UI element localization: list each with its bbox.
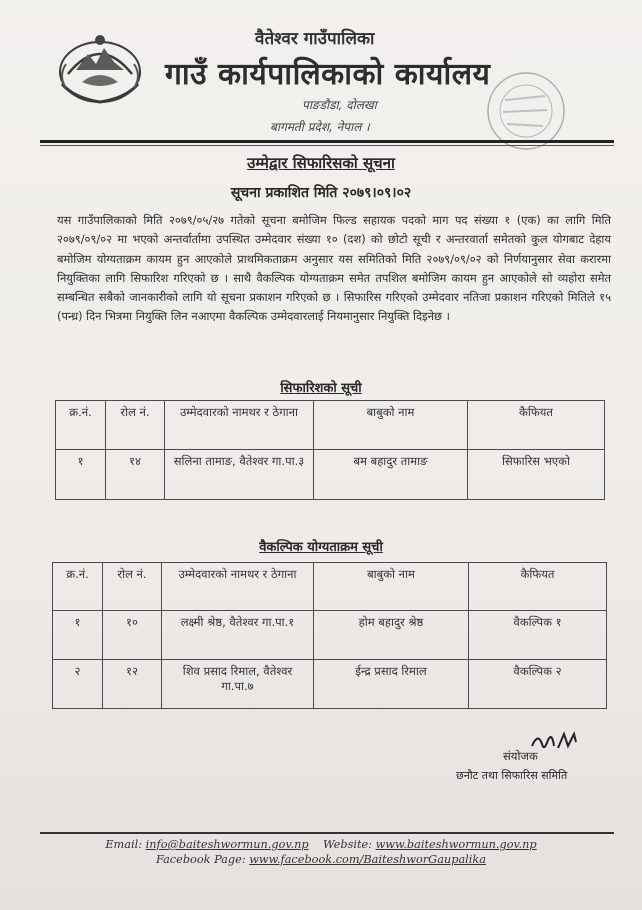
alternate-table <box>52 562 607 709</box>
col-header-remarks: कैफियत <box>468 401 605 450</box>
cell-name: सलिना तामाङ, वैतेश्वर गा.पा.३ <box>165 450 314 500</box>
table-header-row <box>53 563 607 611</box>
notice-title: उम्मेद्वार सिफारिसको सूचना <box>247 154 395 172</box>
col-header-sn: क्र.नं. <box>56 401 106 450</box>
col-header-name: उम्मेदवारको नामथर र ठेगाना <box>162 563 314 611</box>
cell-roll: १२ <box>103 660 162 709</box>
header-divider <box>40 140 614 143</box>
notice-body: यस गाउँपालिकाको मिति २०७९/०५/२७ गतेको सूचना बमोजिम फिल्ड सहायक पदको माग पद संख्या १ (एक) का लागि मिति २०७९/०९/०२ मा भएको अन्तर्वार्तामा उपस्थित उम्मेदवार संख्या १० (दश) को छोटो सूची र अन्तरवार्ता समेतको कुल योगबाट देहाय बमोजिम योग्यताक्रम कायम हुन आएकोले प्राथमिकताक्रम अनुसार यस समितिको मिति २०७९/०९/०२ को निर्णयानुसार सेवा करारमा नियुक्तिका लागि सिफारिश गरिएको छ । साथै वैकल्पिक योग्यताक्रम समेत तपशिल बमोजिम कायम हुन आएकोले सो व्यहोरा समेत सम्बन्धित सबैको जानकारीको लागि यो सूचना प्रकाशन गरिएको छ । सिफारिस गरिएको उम्मेदवार नतिजा प्रकाशन गरिएको मितिले १५ (पन्ध्र) दिन भित्रमा नियुक्ति लिन नआएमा वैकल्पिक उम्मेदवारलाई नियमानुसार नियुक्ति दिइनेछ । <box>57 213 611 324</box>
cell-name: लक्ष्मी श्रेष्ठ, वैतेश्वर गा.पा.१ <box>162 611 314 660</box>
footer-divider <box>40 832 614 834</box>
office-address-line2: बागमती प्रदेश, नेपाल । <box>270 120 370 134</box>
signatory-committee: छनौट तथा सिफारिस समिति <box>456 769 568 782</box>
footer-facebook-line <box>0 853 642 866</box>
table-row <box>56 450 605 500</box>
table-row <box>53 611 607 660</box>
col-header-father: बाबुको नाम <box>314 563 469 611</box>
cell-remarks: वैकल्पिक १ <box>469 611 607 660</box>
website-label: Website: <box>322 838 373 851</box>
col-header-roll: रोल नं. <box>106 401 165 450</box>
cell-sn: १ <box>56 450 106 500</box>
notice-published-date: सूचना प्रकाशित मिति २०७९।०९।०२ <box>230 185 412 201</box>
cell-sn: १ <box>53 611 103 660</box>
nepal-emblem-logo <box>54 24 146 108</box>
col-header-remarks: कैफियत <box>469 563 607 611</box>
cell-remarks: सिफारिस भएको <box>468 450 605 500</box>
facebook-label: Facebook Page: <box>156 853 246 866</box>
cell-father: बम बहादुर तामाङ <box>314 450 468 500</box>
facebook-link[interactable]: www.facebook.com/BaiteshworGaupalika <box>249 853 486 866</box>
cell-father: होम बहादुर श्रेष्ठ <box>314 611 469 660</box>
website-link[interactable]: www.baiteshwormun.gov.np <box>375 838 537 851</box>
table-row <box>53 660 607 709</box>
col-header-roll: रोल नं. <box>103 563 162 611</box>
cell-sn: २ <box>53 660 103 709</box>
recommended-table <box>55 400 605 500</box>
col-header-name: उम्मेदवारको नामथर र ठेगाना <box>165 401 314 450</box>
cell-father: ईन्द्र प्रसाद रिमाल <box>314 660 469 709</box>
email-label: Email: <box>105 838 143 851</box>
office-name-main: गाउँ कार्यपालिकाको कार्यालय <box>165 57 491 92</box>
cell-roll: १० <box>103 611 162 660</box>
cell-roll: १४ <box>106 450 165 500</box>
cell-remarks: वैकल्पिक २ <box>469 660 607 709</box>
table-header-row <box>56 401 605 450</box>
footer-contact-line <box>0 838 642 851</box>
office-name-top: वैतेश्वर गाउँपालिका <box>255 29 375 49</box>
recommended-list-heading: सिफारिशको सूची <box>280 381 362 396</box>
email-link[interactable]: info@baiteshwormun.gov.np <box>145 838 309 851</box>
col-header-sn: क्र.नं. <box>53 563 103 611</box>
office-address-line1: पाङडौडा, दोलखा <box>302 98 377 112</box>
alternate-list-heading: वैकल्पिक योग्यताक्रम सूची <box>259 540 383 555</box>
signatory-role: संयोजक <box>503 749 538 763</box>
header-divider-thin <box>40 145 614 146</box>
col-header-father: बाबुको नाम <box>314 401 468 450</box>
cell-name: शिव प्रसाद रिमाल, वैतेश्वर गा.पा.७ <box>162 660 314 709</box>
